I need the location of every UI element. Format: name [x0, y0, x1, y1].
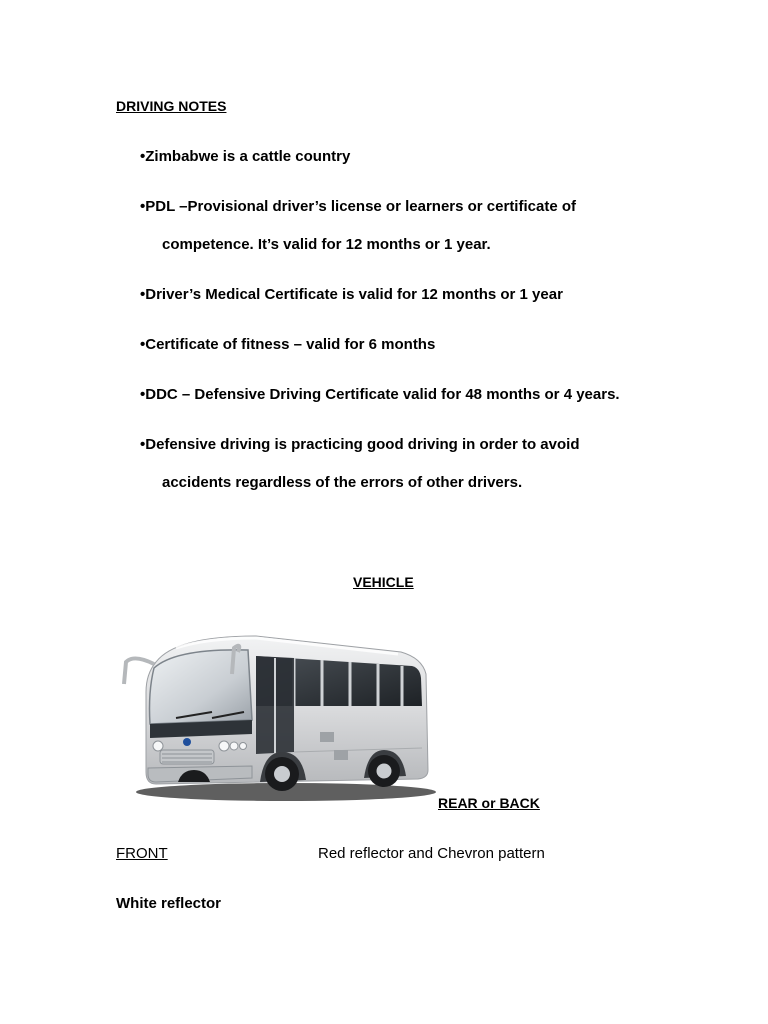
- rear-label: REAR or BACK: [438, 795, 540, 811]
- bullet-ddc: •DDC – Defensive Driving Certificate valid for 48 months or 4 years.: [140, 386, 620, 403]
- bullet-pdl-line1: •PDL –Provisional driver’s license or learners or certificate of: [140, 198, 576, 215]
- bullet-pdl-line2: competence. It’s valid for 12 months or 1 year.: [162, 236, 491, 253]
- rear-description: Red reflector and Chevron pattern: [318, 845, 545, 862]
- bullet-defensive-line1: •Defensive driving is practicing good driving in order to avoid: [140, 436, 580, 453]
- page-title: DRIVING NOTES: [116, 98, 227, 114]
- bus-icon: [116, 622, 438, 812]
- bullet-defensive-line2: accidents regardless of the errors of other drivers.: [162, 474, 523, 491]
- front-description: White reflector: [116, 895, 222, 912]
- vehicle-heading: VEHICLE: [353, 574, 414, 590]
- bullet-cattle-country: •Zimbabwe is a cattle country: [140, 148, 351, 165]
- bullet-medical-certificate: •Driver’s Medical Certificate is valid for 12 months or 1 year: [140, 286, 563, 303]
- bullet-certificate-fitness: •Certificate of fitness – valid for 6 months: [140, 336, 436, 353]
- front-label: FRONT: [116, 845, 168, 862]
